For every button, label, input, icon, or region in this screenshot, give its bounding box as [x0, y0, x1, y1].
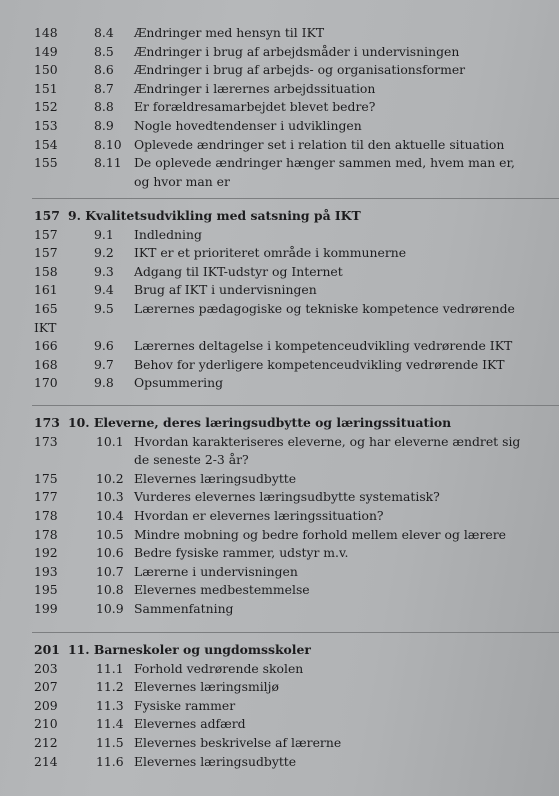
- entry-title: Elevernes læringsudbytte: [134, 753, 297, 769]
- entry-title: Ændringer i brug af arbejdsmåder i undervisningen: [134, 43, 460, 59]
- entry-section-number: 10.1: [96, 433, 124, 449]
- entry-page-number: 148: [34, 25, 58, 40]
- toc-entry-continuation: [0, 173, 559, 192]
- entry-title: Ændringer med hensyn til IKT: [134, 25, 325, 40]
- entry-title: Oplevede ændringer set i relation til den aktuelle situation: [134, 136, 505, 152]
- toc-entry: [0, 300, 559, 319]
- toc-entry: [0, 507, 559, 526]
- entry-page-number: 170: [34, 375, 58, 391]
- toc-section-10: [0, 414, 559, 619]
- toc-entry: [0, 117, 559, 136]
- entry-section-number: 8.5: [94, 43, 114, 59]
- entry-title-continued: IKT: [34, 319, 57, 335]
- entry-title: IKT er et prioriteret område i kommunerne: [134, 245, 407, 261]
- entry-page-number: 178: [34, 507, 58, 523]
- entry-title: Hvordan karakteriseres eleverne, og har eleverne ændret sig: [134, 433, 521, 449]
- entry-page-number: 158: [34, 263, 58, 279]
- entry-page-number: 203: [34, 660, 58, 676]
- entry-page-number: 214: [34, 753, 58, 769]
- entry-page-number: 153: [34, 117, 58, 133]
- section-heading: [0, 207, 559, 226]
- entry-page-number: 192: [34, 545, 58, 561]
- toc-entry: [0, 24, 559, 43]
- toc-entry: [0, 600, 559, 619]
- toc-entry: [0, 337, 559, 356]
- entry-title: Behov for yderligere kompetenceudvikling vedrørende IKT: [134, 356, 505, 372]
- toc-entry: [0, 678, 559, 697]
- toc-entry: [0, 526, 559, 545]
- entry-page-number: 173: [34, 433, 58, 449]
- toc-entry: [0, 581, 559, 600]
- entry-title: Fysiske rammer: [134, 697, 236, 713]
- entry-page-number: 178: [34, 526, 58, 542]
- entry-title: Bedre fysiske rammer, udstyr m.v.: [134, 545, 349, 561]
- entry-section-number: 8.8: [94, 99, 114, 115]
- section-divider: [32, 198, 559, 199]
- entry-title: Nogle hovedtendenser i udviklingen: [134, 117, 362, 133]
- entry-page-number: 151: [34, 80, 58, 96]
- entry-section-number: 11.6: [96, 753, 124, 769]
- entry-page-number: 199: [34, 600, 58, 616]
- section-divider: [32, 405, 559, 406]
- entry-title: Elevernes medbestemmelse: [134, 582, 310, 598]
- entry-title: Elevernes beskrivelse af lærerne: [134, 734, 342, 750]
- toc-entry: [0, 715, 559, 734]
- toc-entry: [0, 80, 559, 99]
- entry-title: De oplevede ændringer hænger sammen med, hvem man er,: [134, 155, 515, 171]
- toc-entry: [0, 356, 559, 375]
- entry-page-number: 165: [34, 300, 58, 316]
- entry-page-number: 177: [34, 489, 58, 505]
- entry-title: Hvordan er elevernes læringssituation?: [134, 507, 384, 523]
- toc-entry: [0, 154, 559, 173]
- entry-title: Ændringer i lærernes arbejdssituation: [134, 80, 376, 96]
- toc-section-8: [0, 24, 559, 191]
- entry-section-number: 10.5: [96, 526, 124, 542]
- entry-section-number: 10.2: [96, 470, 124, 486]
- entry-section-number: 9.3: [94, 263, 114, 279]
- toc-entry: [0, 281, 559, 300]
- heading-page-number: 173: [34, 415, 60, 430]
- heading-title: 11. Barneskoler og ungdomsskoler: [68, 642, 311, 657]
- entry-title: Mindre mobning og bedre forhold mellem elever og lærere: [134, 526, 506, 542]
- entry-title: Lærernes pædagogiske og tekniske kompetence vedrørende: [134, 300, 515, 316]
- entry-section-number: 10.7: [96, 563, 124, 579]
- toc-entry: [0, 98, 559, 117]
- toc-entry-continuation: [0, 451, 559, 470]
- entry-section-number: 10.6: [96, 545, 124, 561]
- toc-entry: [0, 263, 559, 282]
- entry-section-number: 10.4: [96, 507, 124, 523]
- toc-entry: [0, 226, 559, 245]
- entry-title: Brug af IKT i undervisningen: [134, 282, 317, 298]
- entry-page-number: 157: [34, 245, 58, 261]
- entry-section-number: 10.8: [96, 582, 124, 598]
- entry-page-number: 149: [34, 43, 58, 59]
- heading-page-number: 157: [34, 208, 60, 223]
- entry-section-number: 8.6: [94, 62, 114, 78]
- entry-section-number: 10.9: [96, 600, 124, 616]
- toc-entry: [0, 374, 559, 393]
- entry-title: Vurderes elevernes læringsudbytte systematisk?: [134, 489, 440, 505]
- toc-entry: [0, 488, 559, 507]
- entry-page-number: 157: [34, 226, 58, 242]
- entry-page-number: 207: [34, 679, 58, 695]
- entry-section-number: 11.1: [96, 660, 124, 676]
- entry-title: Lærernes deltagelse i kompetenceudvikling vedrørende IKT: [134, 338, 513, 354]
- toc-entry: [0, 43, 559, 62]
- entry-title: Lærerne i undervisningen: [134, 563, 298, 579]
- section-heading: [0, 641, 559, 660]
- entry-page-number: 161: [34, 282, 58, 298]
- entry-page-number: 152: [34, 99, 58, 115]
- toc-entry: [0, 660, 559, 679]
- entry-section-number: 9.8: [94, 375, 114, 391]
- entry-section-number: 9.7: [94, 356, 114, 372]
- entry-section-number: 8.11: [94, 155, 122, 171]
- entry-page-number: 195: [34, 582, 58, 598]
- section-divider: [32, 632, 559, 633]
- entry-section-number: 8.7: [94, 80, 114, 96]
- entry-page-number: 193: [34, 563, 58, 579]
- entry-title-continued: de seneste 2-3 år?: [134, 452, 249, 468]
- entry-section-number: 11.2: [96, 679, 124, 695]
- entry-page-number: 154: [34, 136, 58, 152]
- entry-section-number: 9.1: [94, 226, 114, 242]
- entry-title: Elevernes adfærd: [134, 716, 246, 732]
- heading-title: 9. Kvalitetsudvikling med satsning på IKT: [68, 208, 361, 223]
- entry-page-number: 209: [34, 697, 58, 713]
- toc-entry: [0, 544, 559, 563]
- entry-title: Adgang til IKT-udstyr og Internet: [134, 263, 343, 279]
- toc-entry: [0, 753, 559, 772]
- entry-title-continued: og hvor man er: [134, 173, 230, 189]
- entry-section-number: 9.5: [94, 300, 114, 316]
- entry-page-number: 210: [34, 716, 58, 732]
- toc-entry-continuation: [0, 319, 559, 338]
- entry-title: Ændringer i brug af arbejds- og organisationsformer: [134, 62, 466, 78]
- entry-title: Elevernes læringsmiljø: [134, 679, 279, 695]
- entry-section-number: 8.4: [94, 25, 114, 40]
- entry-section-number: 9.4: [94, 282, 114, 298]
- toc-entry: [0, 433, 559, 452]
- entry-section-number: 8.10: [94, 136, 122, 152]
- entry-title: Er forældresamarbejdet blevet bedre?: [134, 99, 376, 115]
- heading-page-number: 201: [34, 642, 60, 657]
- entry-title: Elevernes læringsudbytte: [134, 470, 297, 486]
- toc-section-9: [0, 207, 559, 393]
- entry-title: Indledning: [134, 226, 202, 242]
- entry-section-number: 11.5: [96, 734, 124, 750]
- toc-entry: [0, 697, 559, 716]
- section-heading: [0, 414, 559, 433]
- entry-title: Opsummering: [134, 375, 224, 391]
- entry-section-number: 9.2: [94, 245, 114, 261]
- heading-title: 10. Eleverne, deres læringsudbytte og læringssituation: [68, 415, 452, 430]
- entry-page-number: 175: [34, 470, 58, 486]
- entry-page-number: 166: [34, 338, 58, 354]
- entry-page-number: 150: [34, 62, 58, 78]
- entry-section-number: 8.9: [94, 117, 114, 133]
- toc-entry: [0, 244, 559, 263]
- entry-section-number: 11.3: [96, 697, 124, 713]
- entry-page-number: 155: [34, 155, 58, 171]
- entry-section-number: 10.3: [96, 489, 124, 505]
- entry-section-number: 11.4: [96, 716, 124, 732]
- toc-section-11: [0, 641, 559, 771]
- entry-section-number: 9.6: [94, 338, 114, 354]
- toc-entry: [0, 563, 559, 582]
- entry-page-number: 168: [34, 356, 58, 372]
- entry-title: Forhold vedrørende skolen: [134, 660, 304, 676]
- toc-entry: [0, 61, 559, 80]
- entry-page-number: 212: [34, 734, 58, 750]
- entry-title: Sammenfatning: [134, 600, 234, 616]
- toc-entry: [0, 470, 559, 489]
- toc-entry: [0, 734, 559, 753]
- toc-entry: [0, 136, 559, 155]
